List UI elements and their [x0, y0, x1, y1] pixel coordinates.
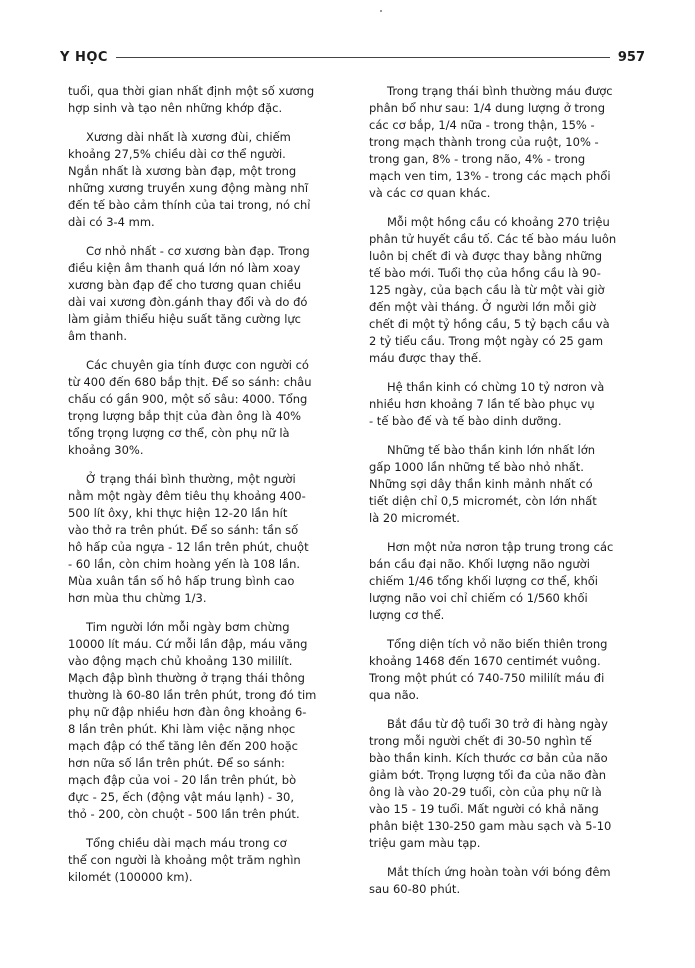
paragraph: Cơ nhỏ nhất - cơ xương bàn đạp. Trong điều kiện âm thanh quá lớn nó làm xoay xương bàn đạp để cho tương quan chiều dài vai xương đòn.gánh thay đổi và do đó làm giảm thiểu hiệu suất tăng cường lực âm thanh.	[68, 244, 310, 343]
paragraph: Tổng chiều dài mạch máu trong cơ thể con người là khoảng một trăm nghìn kilomét (100000 km).	[68, 836, 301, 884]
paragraph: Mỗi một hồng cầu có khoảng 270 triệu phân tử huyết cầu tố. Các tế bào máu luôn luôn bị chết đi và được thay bằng những tế bào mới. Tuổi thọ của hồng cầu là 90- 125 ngày, của bạch cầu là từ một vài giờ đến một vài tháng. Ở người lớn mỗi giờ chết đi một tỷ hồng cầu, 5 tỷ bạch cầu và 2 tỷ tiểu cầu. Trong một ngày có 25 gam máu được thay thế.	[369, 215, 617, 365]
left-column	[68, 83, 350, 898]
header-rule	[116, 57, 610, 58]
paragraph: Các chuyên gia tính được con người có từ 400 đến 680 bắp thịt. Để so sánh: châu chấu có gần 900, một số sâu: 4000. Tổng trọng lượng bắp thịt của đàn ông là 40% tổng trọng lượng cơ thể, còn phụ nữ là khoảng 30%.	[68, 358, 312, 457]
paragraph: Trong trạng thái bình thường máu được phân bổ như sau: 1/4 dung lượng ở trong các cơ bắp, 1/4 nữa - trong thận, 15% - trong mạch thành trong của ruột, 10% - trong gan, 8% - trong não, 4% - trong mạch ven tim, 13% - trong các mạch phổi và các cơ quan khác.	[369, 84, 613, 200]
paragraph: Tim người lớn mỗi ngày bơm chừng 10000 lít máu. Cứ mỗi lần đập, máu văng vào động mạch chủ khoảng 130 mililít. Mạch đập bình thường ở trạng thái thông thường là 60-80 lần trên phút, trong đó tim phụ nữ đập nhiều hơn đàn ông khoảng 6- 8 lần trên phút. Khi làm việc nặng nhọc mạch đập có thể tăng lên đến 200 hoặc hơn nữa số lần trên phút. Để so sánh: mạch đập của voi - 20 lần trên phút, bò đực - 25, ếch (động vật máu lạnh) - 30, thỏ - 200, còn chuột - 500 lần trên phút.	[68, 620, 317, 821]
page-header	[60, 47, 645, 67]
paragraph: Hơn một nửa nơron tập trung trong các bán cầu đại não. Khối lượng não người chiếm 1/46 tổng khối lượng cơ thể, khối lượng não voi chỉ chiếm có 1/560 khối lượng cơ thể.	[369, 540, 614, 622]
paragraph: Những tế bào thần kinh lớn nhất lớn gấp 1000 lần những tế bào nhỏ nhất. Những sợi dây thần kinh mảnh nhất có tiết diện chỉ 0,5 micromét, còn lớn nhất là 20 micromét.	[369, 443, 597, 525]
scan-speck	[380, 10, 382, 12]
paragraph: Ở trạng thái bình thường, một người nằm một ngày đêm tiêu thụ khoảng 400- 500 lít ôxy, khi thực hiện 12-20 lần hít vào thở ra trên phút. Để so sánh: tần số hô hấp của ngựa - 12 lần trên phút, chuột - 60 lần, còn chim hoàng yến là 108 lần. Mùa xuân tần số hô hấp trung bình cao hơn mùa thu chừng 1/3.	[68, 472, 309, 605]
paragraph: Mắt thích ứng hoàn toàn với bóng đêm sau 60-80 phút.	[369, 865, 611, 896]
paragraph: Hệ thần kinh có chừng 10 tỷ nơron và nhiều hơn khoảng 7 lần tế bào phục vụ - tế bào đế và tế bào dinh dưỡng.	[369, 380, 605, 428]
right-column	[369, 83, 651, 910]
page-number: 957	[617, 49, 645, 65]
paragraph: Bắt đầu từ độ tuổi 30 trở đi hàng ngày trong mỗi người chết đi 30-50 nghìn tế bào thần kinh. Kích thước cơ bản của não giảm bớt. Trọng lượng tối đa của não đàn ông là vào 20-29 tuổi, còn của phụ nữ là vào 15 - 19 tuổi. Mất người có khả năng phân biệt 130-250 gam màu sạch và 5-10 triệu gam màu tạp.	[369, 717, 612, 850]
section-title: Y HỌC	[60, 49, 108, 65]
paragraph: Xương dài nhất là xương đùi, chiếm khoảng 27,5% chiều dài cơ thể người. Ngắn nhất là xương bàn đạp, một trong những xương truyền xung động màng nhĩ đến tế bào cảm thính của tai trong, nó chỉ dài có 3-4 mm.	[68, 130, 311, 229]
paragraph: Tổng diện tích vỏ não biến thiên trong khoảng 1468 đến 1670 centimét vuông. Trong một phút có 740-750 mililít máu đi qua não.	[369, 637, 608, 702]
paragraph: tuổi, qua thời gian nhất định một số xương hợp sinh và tạo nên những khớp đặc.	[68, 84, 315, 115]
